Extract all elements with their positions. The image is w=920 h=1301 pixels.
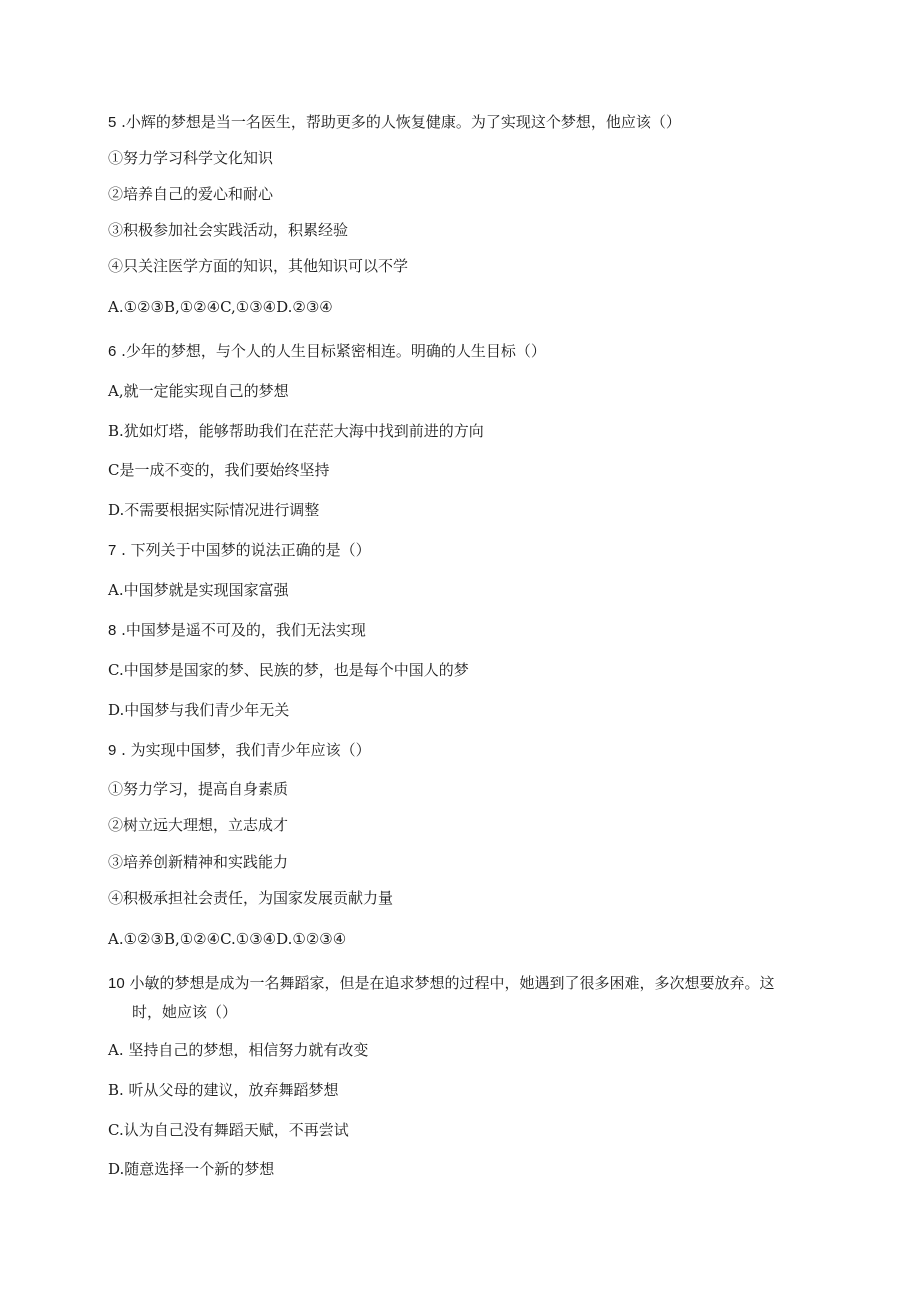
question-text: . 下列关于中国梦的说法正确的是（） [116, 541, 371, 559]
question-6-option-c: C是一成不变的，我们要始终坚持 [108, 461, 330, 479]
question-5-stem [108, 112, 681, 133]
question-8-option-c: C.中国梦是国家的梦、民族的梦，也是每个中国人的梦 [108, 661, 469, 679]
question-text: .小辉的梦想是当一名医生，帮助更多的人恢复健康。为了实现这个梦想，他应该（） [116, 113, 681, 131]
question-6-option-d: D.不需要根据实际情况进行调整 [108, 501, 320, 519]
question-text: .少年的梦想，与个人的人生目标紧密相连。明确的人生目标（） [116, 342, 546, 360]
question-10-stem [108, 973, 774, 994]
question-10-option-d: D.随意选择一个新的梦想 [108, 1160, 275, 1178]
question-5-item-4: ④只关注医学方面的知识，其他知识可以不学 [108, 257, 409, 275]
question-number: 10 [108, 975, 125, 992]
question-9-item-4: ④积极承担社会责任，为国家发展贡献力量 [108, 889, 394, 907]
question-10-option-a: A. 坚持自己的梦想，相信努力就有改变 [108, 1041, 369, 1059]
question-number: 8 [108, 622, 117, 639]
question-5-item-1: ①努力学习科学文化知识 [108, 149, 274, 167]
question-10-option-b: B. 听从父母的建议，放弃舞蹈梦想 [108, 1081, 339, 1099]
question-9-item-1: ①努力学习，提高自身素质 [108, 780, 289, 798]
question-6-option-a: A,就一定能实现自己的梦想 [108, 382, 289, 400]
question-10-option-c: C.认为自己没有舞蹈天赋，不再尝试 [108, 1121, 349, 1139]
question-6-option-b: B.犹如灯塔，能够帮助我们在茫茫大海中找到前进的方向 [108, 422, 484, 440]
question-5-answers: A.①②③B,①②④C,①③④D.②③④ [108, 298, 333, 316]
question-9-stem [108, 740, 371, 761]
question-7-stem [108, 540, 371, 561]
question-number: 7 [108, 542, 117, 559]
question-9-item-2: ②树立远大理想，立志成才 [108, 816, 289, 834]
question-9-answers: A.①②③B,①②④C.①③④D.①②③④ [108, 930, 347, 948]
question-5-item-2: ②培养自己的爱心和耐心 [108, 185, 274, 203]
question-9-item-3: ③培养创新精神和实践能力 [108, 853, 289, 871]
question-10-stem-continued: 时，她应该（） [132, 1003, 238, 1021]
question-text: . 为实现中国梦，我们青少年应该（） [116, 741, 371, 759]
question-8-stem [108, 620, 366, 641]
question-8-option-d: D.中国梦与我们青少年无关 [108, 701, 290, 719]
question-7-option-a: A.中国梦就是实现国家富强 [108, 581, 289, 599]
question-text: .中国梦是遥不可及的，我们无法实现 [116, 621, 366, 639]
question-number: 5 [108, 114, 117, 131]
question-number: 9 [108, 742, 117, 759]
question-text: 小敏的梦想是成为一名舞蹈家，但是在追求梦想的过程中，她遇到了很多困难，多次想要放弃。这 [124, 974, 775, 992]
question-number: 6 [108, 343, 117, 360]
question-5-item-3: ③积极参加社会实践活动，积累经验 [108, 221, 349, 239]
question-6-stem [108, 341, 546, 362]
